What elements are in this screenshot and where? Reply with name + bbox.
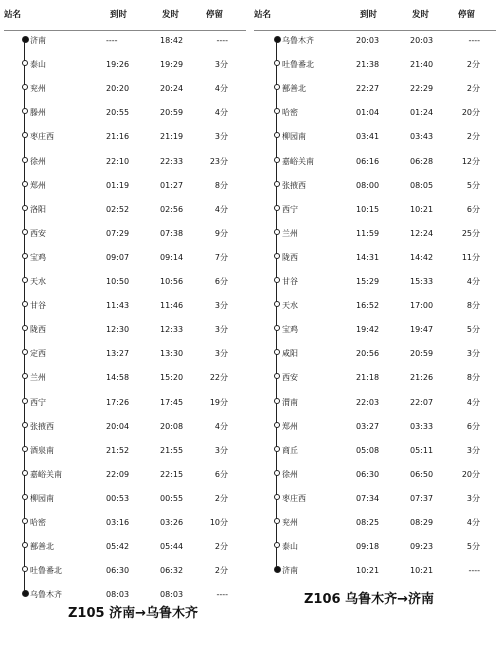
stop-duration: 8分 xyxy=(466,301,480,311)
station-dot xyxy=(22,205,28,211)
station-name: 兖州 xyxy=(30,84,46,94)
arrive-time: ---- xyxy=(106,36,118,45)
station-dot xyxy=(274,566,281,573)
station-name: 洛阳 xyxy=(30,204,46,214)
station-name: 陇西 xyxy=(282,252,298,262)
header-station: 站名 xyxy=(4,10,22,20)
timetable-row xyxy=(250,566,500,586)
station-dot xyxy=(22,84,28,90)
stop-duration: 3分 xyxy=(214,60,228,70)
stop-duration: 4分 xyxy=(466,397,480,407)
station-dot xyxy=(22,229,28,235)
arrive-time: 20:55 xyxy=(106,108,130,118)
arrive-time: 22:10 xyxy=(106,156,130,166)
stop-duration: 11分 xyxy=(461,252,480,262)
arrive-time: 09:07 xyxy=(106,252,130,262)
arrive-time: 06:30 xyxy=(106,566,130,576)
stop-duration: 20分 xyxy=(461,469,480,479)
timetable-row xyxy=(0,398,250,418)
stop-duration: 3分 xyxy=(214,349,228,359)
station-name: 吐鲁番北 xyxy=(282,60,314,70)
station-dot xyxy=(274,229,280,235)
stop-duration: 3分 xyxy=(214,301,228,311)
station-name: 鄯善北 xyxy=(282,84,306,94)
station-dot xyxy=(22,518,28,524)
depart-time: 06:28 xyxy=(410,156,434,166)
station-dot xyxy=(22,566,28,572)
station-dot xyxy=(22,446,28,452)
header-arrive: 到时 xyxy=(360,10,378,20)
timetable-row xyxy=(250,470,500,490)
stop-duration: 12分 xyxy=(461,156,480,166)
station-dot xyxy=(22,373,28,379)
station-dot xyxy=(274,398,280,404)
stop-duration: 5分 xyxy=(466,180,480,190)
timetable-row xyxy=(0,253,250,273)
station-name: 柳园南 xyxy=(282,132,306,142)
depart-time: 15:20 xyxy=(160,373,184,383)
station-dot xyxy=(22,108,28,114)
arrive-time: 01:04 xyxy=(356,108,380,118)
station-dot xyxy=(22,494,28,500)
depart-time: 20:24 xyxy=(160,84,184,94)
header-station: 站名 xyxy=(254,10,272,20)
arrive-time: 05:08 xyxy=(356,445,380,455)
header-rule xyxy=(254,30,496,31)
station-dot xyxy=(274,373,280,379)
stop-duration: 5分 xyxy=(466,325,480,335)
timetable-row xyxy=(250,301,500,321)
header-depart: 发时 xyxy=(162,10,180,20)
header-arrive: 到时 xyxy=(110,10,128,20)
station-dot xyxy=(22,470,28,476)
timetable-row xyxy=(250,325,500,345)
station-name: 咸阳 xyxy=(282,349,298,359)
station-name: 甘谷 xyxy=(282,277,298,286)
station-name: 渭南 xyxy=(282,397,298,407)
station-name: 兰州 xyxy=(282,228,298,238)
timetable-row xyxy=(250,181,500,201)
arrive-time: 07:29 xyxy=(106,228,130,238)
timetable-row xyxy=(250,398,500,418)
station-dot xyxy=(22,157,28,163)
station-dot xyxy=(274,470,280,476)
arrive-time: 03:16 xyxy=(106,518,130,527)
depart-time: 03:26 xyxy=(160,518,184,527)
depart-time: 10:21 xyxy=(410,566,434,576)
header-stop: 停留 xyxy=(206,10,224,20)
timetable-row xyxy=(0,277,250,297)
timetable-row xyxy=(250,494,500,514)
stop-duration: 3分 xyxy=(466,445,480,455)
depart-time: 08:03 xyxy=(160,590,184,600)
station-dot xyxy=(22,277,28,283)
stop-duration: 3分 xyxy=(214,325,228,335)
arrive-time: 21:38 xyxy=(356,60,380,70)
station-dot xyxy=(274,422,280,428)
depart-time: 09:14 xyxy=(160,252,184,262)
depart-time: 05:44 xyxy=(160,542,184,552)
depart-time: 10:21 xyxy=(410,204,434,214)
station-name: 陇西 xyxy=(30,325,46,335)
train-timetable-2 xyxy=(250,0,500,672)
station-name: 滕州 xyxy=(30,108,46,118)
arrive-time: 03:27 xyxy=(356,421,380,431)
timetable-row xyxy=(0,60,250,80)
depart-time: 06:32 xyxy=(160,566,184,576)
depart-time: 17:00 xyxy=(410,301,434,311)
station-name: 乌鲁木齐 xyxy=(30,590,62,600)
arrive-time: 12:30 xyxy=(106,325,130,335)
stop-duration: 3分 xyxy=(214,132,228,142)
stop-duration: 22分 xyxy=(209,373,228,383)
station-name: 西安 xyxy=(282,373,298,383)
timetable-row xyxy=(250,349,500,369)
depart-time: 10:56 xyxy=(160,277,184,286)
timetable-row xyxy=(0,518,250,538)
station-name: 哈密 xyxy=(282,108,298,118)
timetable-row xyxy=(250,277,500,297)
station-dot xyxy=(22,36,29,43)
arrive-time: 14:31 xyxy=(356,252,380,262)
header-stop: 停留 xyxy=(458,10,476,20)
timetable-row xyxy=(0,325,250,345)
station-name: 张掖西 xyxy=(30,421,54,431)
station-dot xyxy=(274,542,280,548)
arrive-time: 01:19 xyxy=(106,180,130,190)
stop-duration: 3分 xyxy=(214,445,228,455)
timetable-row xyxy=(0,301,250,321)
depart-time: 03:43 xyxy=(410,132,434,142)
station-name: 天水 xyxy=(282,301,298,311)
station-name: 徐州 xyxy=(282,469,298,479)
station-name: 济南 xyxy=(282,566,298,576)
depart-time: 07:38 xyxy=(160,228,184,238)
station-dot xyxy=(274,277,280,283)
station-name: 西宁 xyxy=(30,397,46,407)
timetable-row xyxy=(250,108,500,128)
stop-duration: 6分 xyxy=(214,469,228,479)
station-dot xyxy=(274,181,280,187)
stop-duration: 5分 xyxy=(466,542,480,552)
arrive-time: 19:26 xyxy=(106,60,130,70)
depart-time: 12:33 xyxy=(160,325,184,335)
arrive-time: 21:16 xyxy=(106,132,130,142)
timetable-row xyxy=(250,253,500,273)
depart-time: 09:23 xyxy=(410,542,434,552)
station-name: 哈密 xyxy=(30,518,46,527)
depart-time: 03:33 xyxy=(410,421,434,431)
arrive-time: 17:26 xyxy=(106,397,130,407)
arrive-time: 11:59 xyxy=(356,228,380,238)
timetable-row xyxy=(0,157,250,177)
station-name: 郑州 xyxy=(30,180,46,190)
timetable-row xyxy=(0,470,250,490)
stop-duration: 2分 xyxy=(466,132,480,142)
depart-time: 22:15 xyxy=(160,469,184,479)
depart-time: 22:33 xyxy=(160,156,184,166)
station-name: 嘉峪关南 xyxy=(30,469,62,479)
stop-duration: 8分 xyxy=(214,180,228,190)
station-dot xyxy=(22,590,29,597)
station-name: 西宁 xyxy=(282,204,298,214)
depart-time: 07:37 xyxy=(410,493,434,503)
station-name: 郑州 xyxy=(282,421,298,431)
timetable-row xyxy=(0,205,250,225)
station-name: 吐鲁番北 xyxy=(30,566,62,576)
arrive-time: 07:34 xyxy=(356,493,380,503)
station-name: 兖州 xyxy=(282,518,298,527)
station-name: 乌鲁木齐 xyxy=(282,36,314,45)
depart-time: 21:55 xyxy=(160,445,184,455)
stop-duration: 2分 xyxy=(214,542,228,552)
station-dot xyxy=(274,108,280,114)
station-dot xyxy=(274,60,280,66)
stop-duration: 3分 xyxy=(466,349,480,359)
station-dot xyxy=(274,253,280,259)
depart-time: 08:05 xyxy=(410,180,434,190)
depart-time: 22:07 xyxy=(410,397,434,407)
station-name: 商丘 xyxy=(282,445,298,455)
stop-duration: 2分 xyxy=(466,84,480,94)
timetable-row xyxy=(250,518,500,538)
arrive-time: 20:56 xyxy=(356,349,380,359)
station-dot xyxy=(22,301,28,307)
station-name: 天水 xyxy=(30,277,46,286)
stop-duration: 7分 xyxy=(214,252,228,262)
station-dot xyxy=(274,349,280,355)
station-dot xyxy=(274,325,280,331)
station-dot xyxy=(22,60,28,66)
station-dot xyxy=(274,132,280,138)
train-title: Z105 济南→乌鲁木齐 xyxy=(68,606,198,621)
depart-time: 21:40 xyxy=(410,60,434,70)
arrive-time: 13:27 xyxy=(106,349,130,359)
depart-time: 12:24 xyxy=(410,228,434,238)
depart-time: 20:59 xyxy=(160,108,184,118)
timetable-row xyxy=(0,422,250,442)
station-dot xyxy=(22,349,28,355)
stop-duration: ---- xyxy=(468,566,480,576)
timetable-row xyxy=(0,132,250,152)
stop-duration: 4分 xyxy=(214,421,228,431)
station-name: 枣庄西 xyxy=(282,493,306,503)
station-dot xyxy=(274,36,281,43)
timetable-row xyxy=(0,229,250,249)
depart-time: 19:47 xyxy=(410,325,434,335)
station-name: 宝鸡 xyxy=(30,252,46,262)
depart-time: 06:50 xyxy=(410,469,434,479)
timetable-row xyxy=(0,36,250,56)
station-dot xyxy=(274,494,280,500)
arrive-time: 21:52 xyxy=(106,445,130,455)
timetable-row xyxy=(0,373,250,393)
station-dot xyxy=(22,181,28,187)
column-header-row xyxy=(250,8,500,26)
depart-time: 20:08 xyxy=(160,421,184,431)
arrive-time: 00:53 xyxy=(106,493,130,503)
arrive-time: 11:43 xyxy=(106,301,130,311)
timetable-row xyxy=(250,36,500,56)
station-dot xyxy=(22,253,28,259)
station-name: 泰山 xyxy=(282,542,298,552)
arrive-time: 20:20 xyxy=(106,84,130,94)
arrive-time: 22:27 xyxy=(356,84,380,94)
station-dot xyxy=(274,518,280,524)
stop-duration: ---- xyxy=(468,36,480,45)
arrive-time: 06:16 xyxy=(356,156,380,166)
timetable-row xyxy=(0,181,250,201)
stop-duration: 6分 xyxy=(466,204,480,214)
stop-duration: 23分 xyxy=(209,156,228,166)
station-dot xyxy=(22,325,28,331)
arrive-time: 09:18 xyxy=(356,542,380,552)
stop-duration: 4分 xyxy=(214,84,228,94)
depart-time: 05:11 xyxy=(410,445,434,455)
station-name: 徐州 xyxy=(30,156,46,166)
timetable-row xyxy=(250,229,500,249)
depart-time: 21:19 xyxy=(160,132,184,142)
station-name: 张掖西 xyxy=(282,180,306,190)
stop-duration: 3分 xyxy=(466,493,480,503)
arrive-time: 08:03 xyxy=(106,590,130,600)
station-dot xyxy=(274,84,280,90)
stop-duration: 6分 xyxy=(466,421,480,431)
timetable-row xyxy=(250,84,500,104)
stop-duration: 25分 xyxy=(461,228,480,238)
timetable-row xyxy=(0,566,250,586)
station-name: 枣庄西 xyxy=(30,132,54,142)
arrive-time: 22:03 xyxy=(356,397,380,407)
timetable-row xyxy=(250,60,500,80)
station-name: 兰州 xyxy=(30,373,46,383)
timetable-row xyxy=(0,108,250,128)
depart-time: 20:59 xyxy=(410,349,434,359)
depart-time: 14:42 xyxy=(410,252,434,262)
stop-duration: 9分 xyxy=(214,228,228,238)
timetable-row xyxy=(250,446,500,466)
arrive-time: 20:03 xyxy=(356,36,380,45)
arrive-time: 10:21 xyxy=(356,566,380,576)
station-dot xyxy=(22,132,28,138)
station-name: 嘉峪关南 xyxy=(282,156,314,166)
stop-duration: 6分 xyxy=(214,277,228,286)
station-name: 济南 xyxy=(30,36,46,45)
station-name: 西安 xyxy=(30,228,46,238)
stop-duration: 2分 xyxy=(466,60,480,70)
station-name: 泰山 xyxy=(30,60,46,70)
arrive-time: 10:50 xyxy=(106,277,130,286)
timetable-row xyxy=(250,205,500,225)
timetable-row xyxy=(0,446,250,466)
arrive-time: 08:25 xyxy=(356,518,380,527)
arrive-time: 06:30 xyxy=(356,469,380,479)
column-header-row xyxy=(0,8,250,26)
stop-duration: 4分 xyxy=(466,277,480,286)
depart-time: 21:26 xyxy=(410,373,434,383)
station-dot xyxy=(22,542,28,548)
station-name: 宝鸡 xyxy=(282,325,298,335)
station-dot xyxy=(274,301,280,307)
depart-time: 02:56 xyxy=(160,204,184,214)
timetable-row xyxy=(250,157,500,177)
station-name: 甘谷 xyxy=(30,301,46,311)
station-dot xyxy=(274,205,280,211)
header-rule xyxy=(4,30,246,31)
stop-duration: 4分 xyxy=(214,204,228,214)
timetable-row xyxy=(0,494,250,514)
timetable-row xyxy=(250,373,500,393)
arrive-time: 10:15 xyxy=(356,204,380,214)
stop-duration: 19分 xyxy=(209,397,228,407)
depart-time: 13:30 xyxy=(160,349,184,359)
timetable-row xyxy=(250,132,500,152)
station-name: 鄯善北 xyxy=(30,542,54,552)
depart-time: 19:29 xyxy=(160,60,184,70)
depart-time: 11:46 xyxy=(160,301,184,311)
depart-time: 22:29 xyxy=(410,84,434,94)
depart-time: 20:03 xyxy=(410,36,434,45)
arrive-time: 08:00 xyxy=(356,180,380,190)
stop-duration: 20分 xyxy=(461,108,480,118)
arrive-time: 21:18 xyxy=(356,373,380,383)
arrive-time: 14:58 xyxy=(106,373,130,383)
station-dot xyxy=(274,157,280,163)
arrive-time: 02:52 xyxy=(106,204,130,214)
arrive-time: 16:52 xyxy=(356,301,380,311)
stop-duration: ---- xyxy=(216,590,228,600)
stop-duration: 4分 xyxy=(466,518,480,527)
depart-time: 00:55 xyxy=(160,493,184,503)
arrive-time: 22:09 xyxy=(106,469,130,479)
station-dot xyxy=(274,446,280,452)
depart-time: 01:27 xyxy=(160,180,184,190)
depart-time: 01:24 xyxy=(410,108,434,118)
depart-time: 18:42 xyxy=(160,36,184,45)
timetable-row xyxy=(0,84,250,104)
station-name: 定西 xyxy=(30,349,46,359)
stop-duration: 2分 xyxy=(214,566,228,576)
station-dot xyxy=(22,422,28,428)
depart-time: 15:33 xyxy=(410,277,434,286)
train-title: Z106 乌鲁木齐→济南 xyxy=(304,592,434,607)
station-name: 柳园南 xyxy=(30,493,54,503)
stop-duration: 8分 xyxy=(466,373,480,383)
station-dot xyxy=(22,398,28,404)
stop-duration: 2分 xyxy=(214,493,228,503)
arrive-time: 15:29 xyxy=(356,277,380,286)
arrive-time: 03:41 xyxy=(356,132,380,142)
stop-duration: 4分 xyxy=(214,108,228,118)
timetable-row xyxy=(250,422,500,442)
timetable-row xyxy=(0,349,250,369)
stop-duration: 10分 xyxy=(209,518,228,527)
depart-time: 08:29 xyxy=(410,518,434,527)
header-depart: 发时 xyxy=(412,10,430,20)
station-name: 酒泉南 xyxy=(30,445,54,455)
arrive-time: 20:04 xyxy=(106,421,130,431)
stop-duration: ---- xyxy=(216,36,228,45)
arrive-time: 19:42 xyxy=(356,325,380,335)
arrive-time: 05:42 xyxy=(106,542,130,552)
timetable-row xyxy=(0,542,250,562)
depart-time: 17:45 xyxy=(160,397,184,407)
timetable-row xyxy=(250,542,500,562)
